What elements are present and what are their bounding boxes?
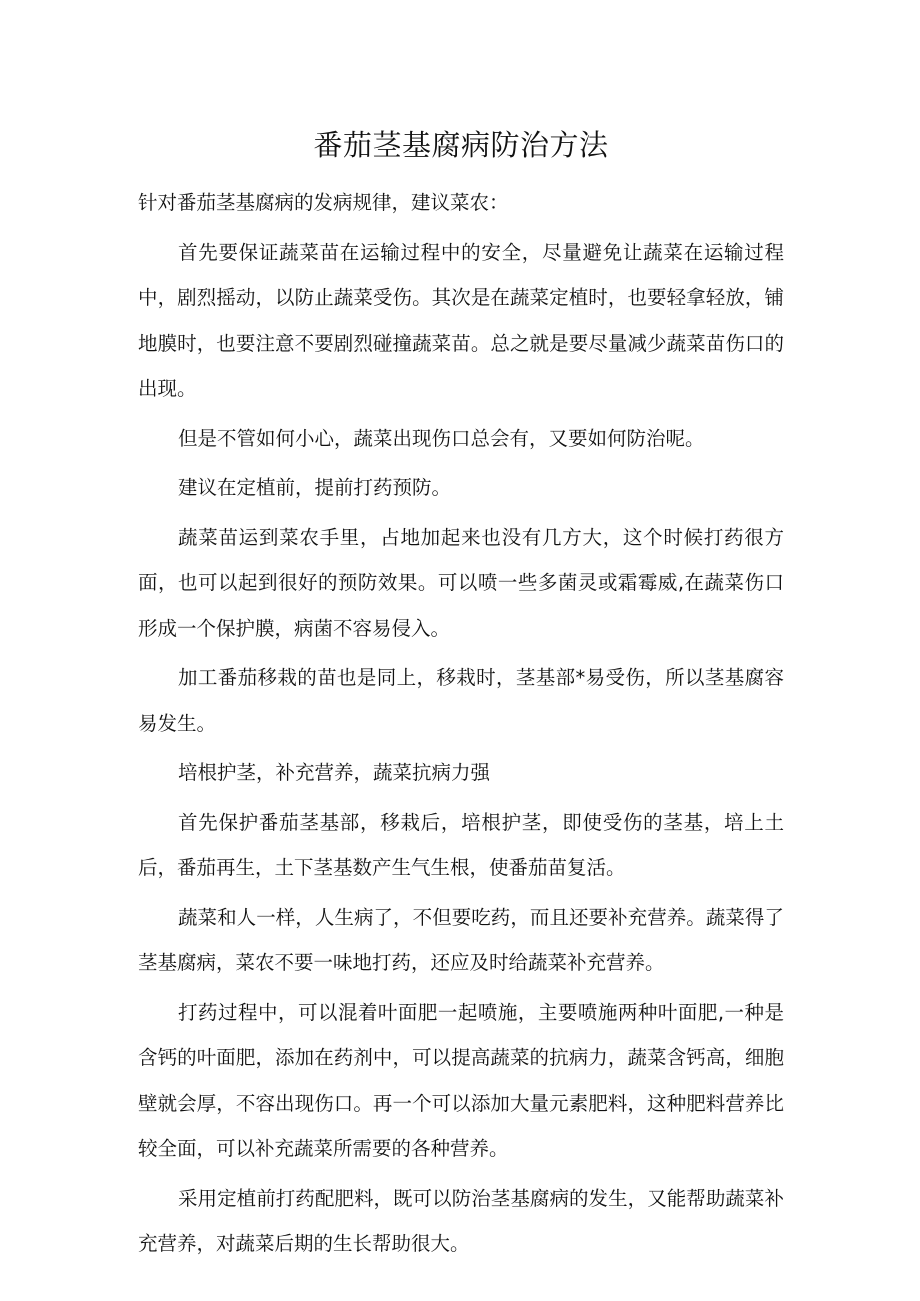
paragraph-transport-safety: 首先要保证蔬菜苗在运输过程中的安全，尽量避免让蔬菜在运输过程中，剧烈摇动，以防止蔬菜受伤。其次是在蔬菜定植时，也要轻拿轻放，铺地膜时，也要注意不要剧烈碰撞蔬菜苗。总之就是要尽量减少蔬菜苗伤口的出现。	[138, 240, 784, 400]
document-body	[138, 180, 784, 1271]
section-heading-nutrition: 培根护茎，补充营养，蔬菜抗病力强	[178, 761, 491, 784]
paragraph-foliar-fertilizer: 打药过程中，可以混着叶面肥一起喷施，主要喷施两种叶面肥,一种是含钙的叶面肥，添加在药剂中，可以提高蔬菜的抗病力，蔬菜含钙高，细胞壁就会厚，不容出现伤口。再一个可以添加大量元素肥料，这种肥料营养比较全面，可以补充蔬菜所需要的各种营养。	[138, 1000, 784, 1160]
page-title: 番茄茎基腐病防治方法	[313, 128, 609, 162]
paragraph-transplant: 加工番茄移栽的苗也是同上，移栽时，茎基部*易受伤，所以茎基腐容易发生。	[138, 666, 784, 735]
paragraph-spray-details: 蔬菜苗运到菜农手里，占地加起来也没有几方大，这个时候打药很方面，也可以起到很好的预防效果。可以喷一些多菌灵或霜霉威,在蔬菜伤口形成一个保护膜，病菌不容易侵入。	[138, 525, 784, 640]
paragraph-protect-stem: 首先保护番茄茎基部，移栽后，培根护茎，即使受伤的茎基，培上土后，番茄再生，土下茎基数产生气生根，使番茄苗复活。	[138, 810, 784, 879]
paragraph-nutrition: 蔬菜和人一样，人生病了，不但要吃药，而且还要补充营养。蔬菜得了茎基腐病，菜农不要一味地打药，还应及时给蔬菜补充营养。	[138, 905, 784, 974]
paragraph-conclusion: 采用定植前打药配肥料，既可以防治茎基腐病的发生，又能帮助蔬菜补充营养，对蔬菜后期的生长帮助很大。	[138, 1186, 784, 1255]
intro-paragraph: 针对番茄茎基腐病的发病规律，建议菜农：	[138, 191, 509, 214]
paragraph-wound-question: 但是不管如何小心，蔬菜出现伤口总会有，又要如何防治呢。	[178, 426, 705, 450]
paragraph-spray-advice: 建议在定植前，提前打药预防。	[178, 476, 452, 499]
